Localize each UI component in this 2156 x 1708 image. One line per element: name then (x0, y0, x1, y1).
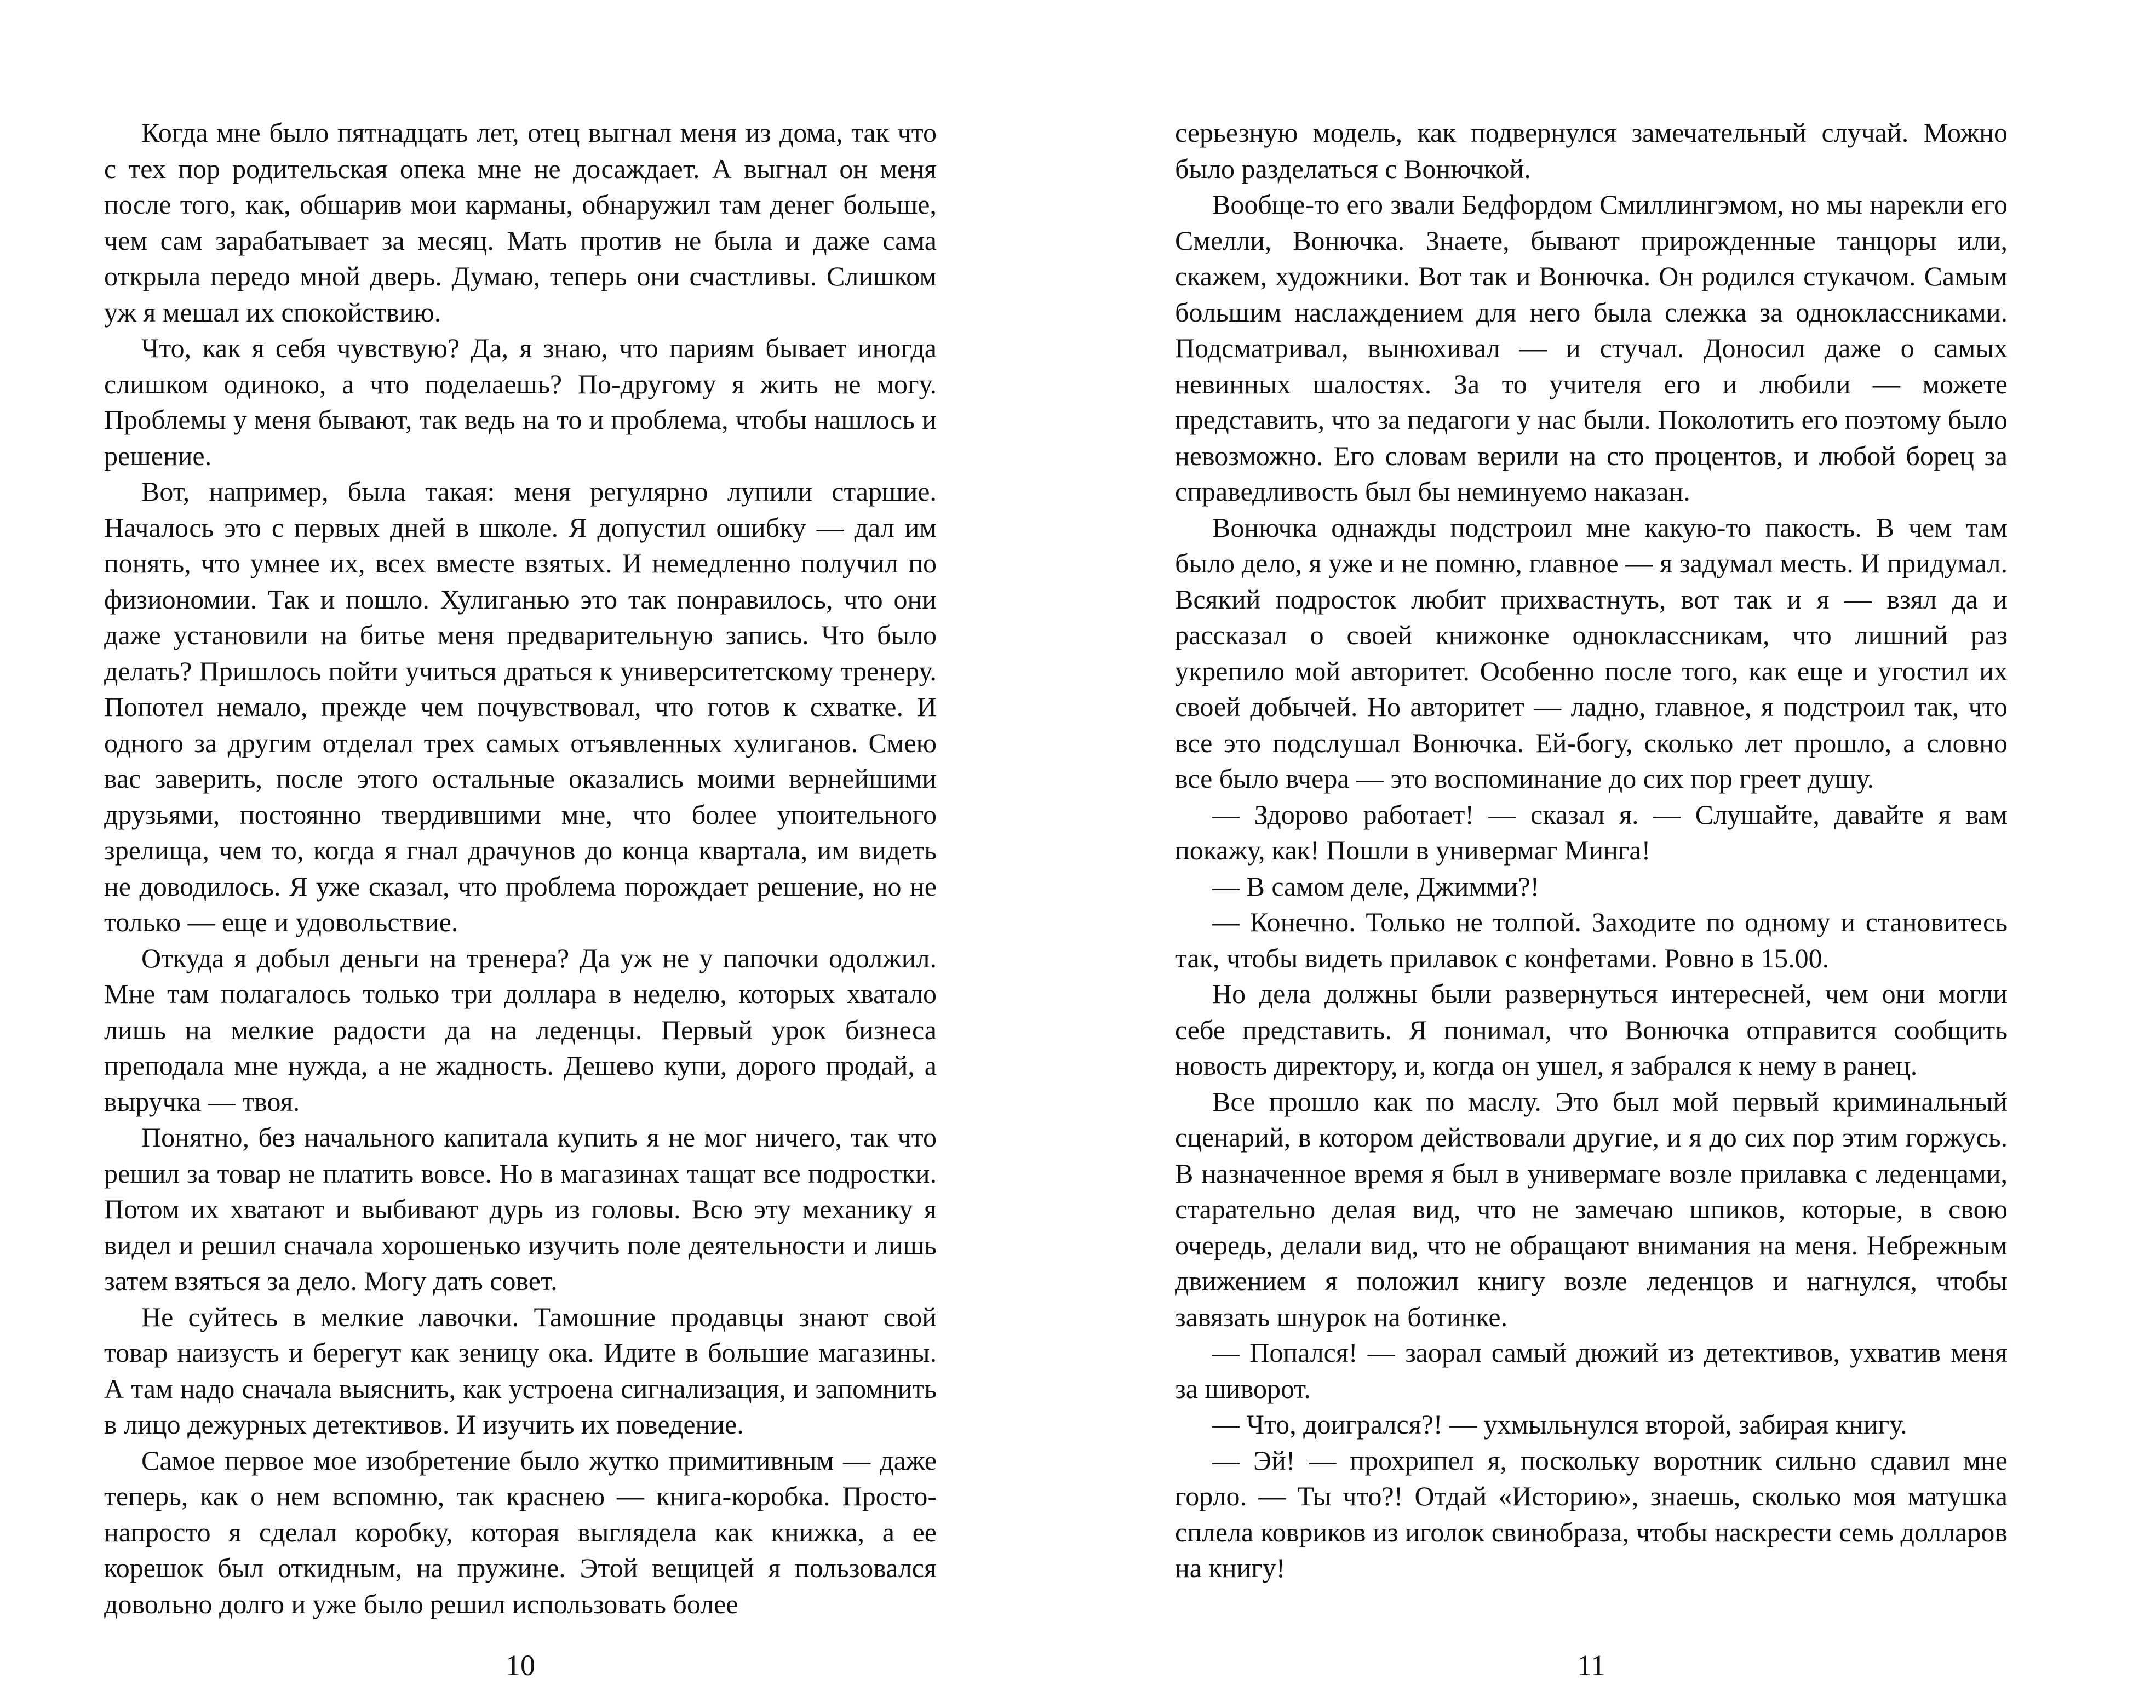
dialogue-line: — Эй! — прохрипел я, поскольку воротник сильно сдавил мне горло. — Ты что?! Отдай «Историю», знаешь, сколько моя матушка сплела ковриков из иголок свинобраза, чтобы наскрести семь долларов на книгу! (1175, 1445, 2008, 1583)
right-page (1175, 115, 2008, 1682)
dialogue-line: — Конечно. Только не толпой. Заходите по одному и становитесь так, чтобы видеть прилавок с конфетами. Ровно в 15.00. (1175, 907, 2008, 973)
left-page-text (104, 115, 937, 1622)
left-page (104, 115, 937, 1682)
paragraph: Понятно, без начального капитала купить я не мог ничего, так что решил за товар не платить вовсе. Но в магазинах тащат все подростки. Потом их хватают и выбивают дурь из головы. Всю эту механику я видел и решил сначала хорошенько изучить поле деятельности и лишь затем взяться за дело. Могу дать совет. (104, 1122, 937, 1296)
paragraph: Но дела должны были развернуться интересней, чем они могли себе представить. Я понимал, что Вонючка отправится сообщить новость директору, и, когда он ушел, я забрался к нему в ранец. (1175, 978, 2008, 1081)
paragraph: Не суйтесь в мелкие лавочки. Тамошние продавцы знают свой товар наизусть и берегут как зеницу ока. Идите в большие магазины. А там надо сначала выяснить, как устроена сигнализация, и запомнить в лицо дежурных детективов. И изучить их поведение. (104, 1301, 937, 1440)
paragraph: Вонючка однажды подстроил мне какую-то пакость. В чем там было дело, я уже и не помню, главное — я задумал месть. И придумал. Всякий подросток любит прихвастнуть, вот так и я — взял да и рассказал о своей книжонке одноклассникам, что лишний раз укрепило мой авторитет. Особенно после того, как еще и угостил их своей добычей. Но авторитет — ладно, главное, я подстроил так, что все это подслушал Вонючка. Ей-богу, сколько лет прошло, а словно все было вчера — это воспоминание до сих пор греет душу. (1175, 512, 2008, 794)
dialogue-line: — Попался! — заорал самый дюжий из детективов, ухватив меня за шиворот. (1175, 1337, 2008, 1404)
page-number: 10 (506, 1649, 535, 1682)
dialogue-line: — Что, доигрался?! — ухмыльнулся второй, забирая книгу. (1212, 1409, 1907, 1440)
dialogue-line: — Здорово работает! — сказал я. — Слушайте, давайте я вам покажу, как! Пошли в универмаг Минга! (1175, 799, 2008, 866)
dialogue-line: — В самом деле, Джимми?! (1212, 870, 1540, 902)
paragraph: Когда мне было пятнадцать лет, отец выгнал меня из дома, так что с тех пор родительская опека мне не досаждает. А выгнал он меня после того, как, обшарив мои карманы, обнаружил там денег больше, чем сам зарабатывает за месяц. Мать против не была и даже сама открыла передо мной дверь. Думаю, теперь они счастливы. Слишком уж я мешал их спокойствию. (104, 117, 937, 328)
continued-paragraph: серьезную модель, как подвернулся замечательный случай. Можно было разделаться с Вонючкой. (1175, 117, 2008, 184)
page-number: 11 (1577, 1649, 1605, 1682)
paragraph: Откуда я добыл деньги на тренера? Да уж не у папочки одолжил. Мне там полагалось только три доллара в неделю, которых хватало лишь на мелкие радости да на леденцы. Первый урок бизнеса преподала мне нужда, а не жадность. Дешево купи, дорого продай, а выручка — твоя. (104, 942, 937, 1117)
right-page-text (1175, 115, 2008, 1586)
paragraph: Вот, например, была такая: меня регулярно лупили старшие. Началось это с первых дней в школе. Я допустил ошибку — дал им понять, что умнее их, всех вместе взятых. И немедленно получил по физиономии. Так и пошло. Хулиганью это так понравилось, что они даже установили на битье меня предварительную запись. Что было делать? Пришлось пойти учиться драться к университетскому тренеру. Попотел немало, прежде чем почувствовал, что готов к схватке. И одного за другим отделал трех самых отъявленных хулиганов. Смею вас заверить, после этого остальные оказались моими вернейшими друзьями, постоянно твердившими мне, что более упоительного зрелища, чем то, когда я гнал драчунов до конца квартала, им видеть не доводилось. Я уже сказал, что проблема порождает решение, но не только — еще и удовольствие. (104, 476, 937, 937)
paragraph: Вообще-то его звали Бедфордом Смиллингэмом, но мы нарекли его Смелли, Вонючка. Знаете, бывают прирожденные танцоры или, скажем, художники. Вот так и Вонючка. Он родился стукачом. Самым большим наслаждением для него была слежка за одноклассниками. Подсматривал, вынюхивал — и стучал. Доносил даже о самых невинных шалостях. За то учителя его и любили — можете представить, что за педагоги у нас были. Поколотить его поэтому было невозможно. Его словам верили на сто процентов, и любой борец за справедливость был бы неминуемо наказан. (1175, 189, 2008, 507)
paragraph: Все прошло как по маслу. Это был мой первый криминальный сценарий, в котором действовали другие, и я до сих пор этим горжусь. В назначенное время я был в универмаге возле прилавка с леденцами, старательно делая вид, что не замечаю шпиков, которые, в свою очередь, делали вид, что не обращают внимания на меня. Небрежным движением я положил книгу возле леденцов и нагнулся, чтобы завязать шнурок на ботинке. (1175, 1086, 2008, 1332)
paragraph: Самое первое мое изобретение было жутко примитивным — даже теперь, как о нем вспомню, так краснею — книга-коробка. Просто-напросто я сделал коробку, которая выглядела как книжка, а ее корешок был откидным, на пружине. Этой вещицей я пользовался довольно долго и уже было решил использовать более (104, 1445, 937, 1619)
paragraph: Что, как я себя чувствую? Да, я знаю, что париям бывает иногда слишком одиноко, а что поделаешь? По-другому я жить не могу. Проблемы у меня бывают, так ведь на то и проблема, чтобы нашлось и решение. (104, 333, 937, 471)
